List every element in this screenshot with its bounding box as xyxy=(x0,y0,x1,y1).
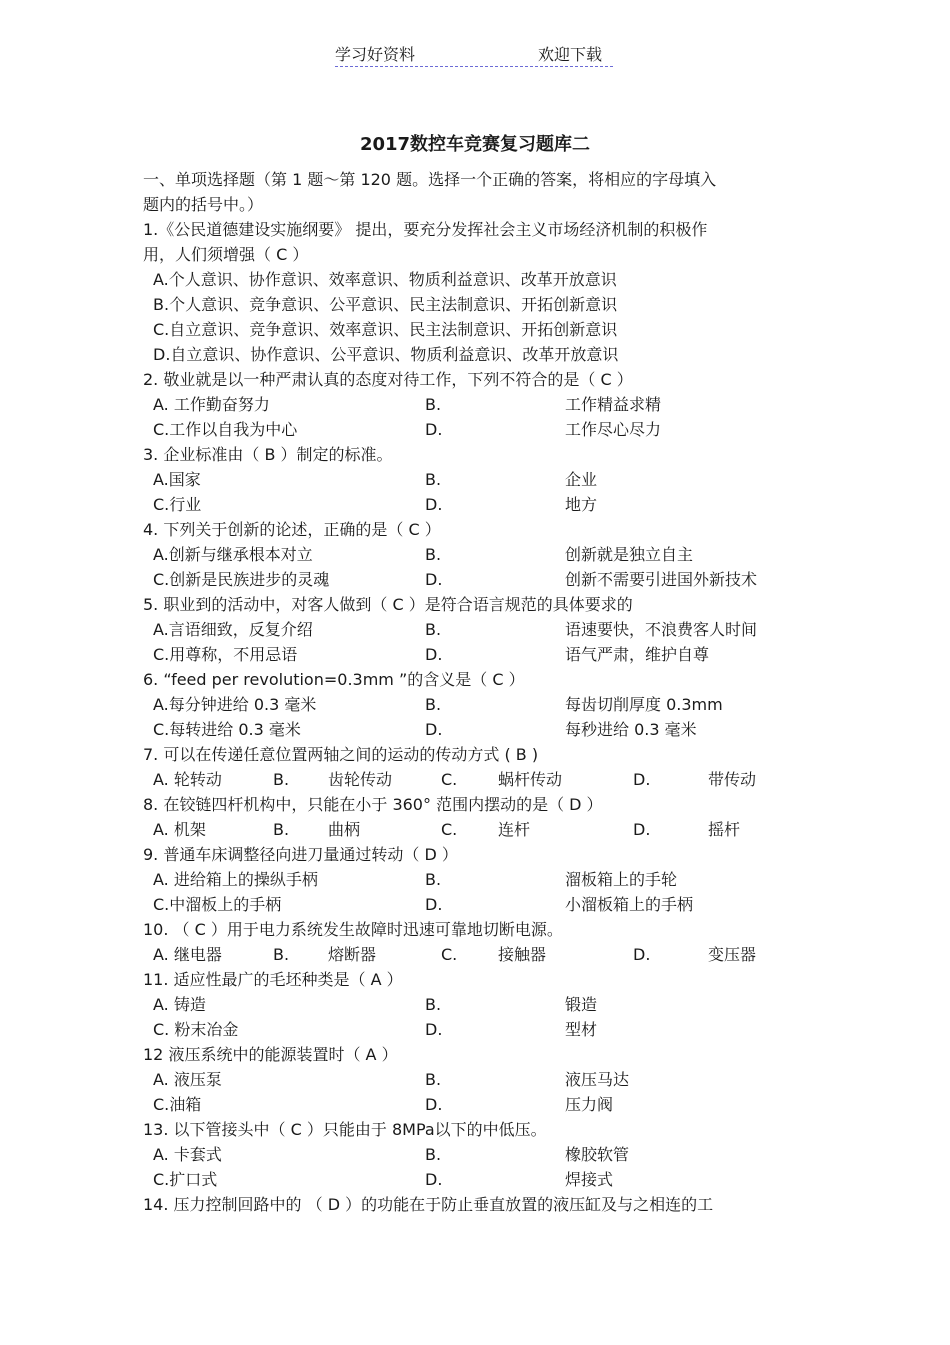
option-part: 地方 xyxy=(565,495,598,514)
option-part: B. xyxy=(273,770,290,789)
option-part: D. xyxy=(425,895,443,914)
option-part: A. 机架 xyxy=(153,820,206,839)
option-part: B.个人意识、竞争意识、公平意识、民主法制意识、开拓创新意识 xyxy=(153,295,618,314)
option-part: 蜗杆传动 xyxy=(498,770,563,789)
option-part: D. xyxy=(425,570,443,589)
option-part: D. xyxy=(425,645,443,664)
option-part: B. xyxy=(425,620,442,639)
option-part: C.创新是民族进步的灵魂 xyxy=(153,570,330,589)
stem-part: 12 液压系统中的能源装置时（ A ） xyxy=(143,1045,398,1064)
intro-part: 题内的括号中。） xyxy=(143,195,264,214)
option-part: C.用尊称，不用忌语 xyxy=(153,645,298,664)
option-part: A. 进给箱上的操纵手柄 xyxy=(153,870,318,889)
option-row xyxy=(143,995,793,1015)
option-row xyxy=(143,545,793,565)
stem-part: 1.《公民道德建设实施纲要》 提出，要充分发挥社会主义市场经济机制的积极作 xyxy=(143,220,708,239)
option-part: 焊接式 xyxy=(565,1170,614,1189)
option-part: 液压马达 xyxy=(565,1070,630,1089)
stem-part: 13. 以下管接头中（ C ）只能由于 8MPa以下的中低压。 xyxy=(143,1120,547,1139)
option-part: C. xyxy=(441,945,458,964)
question-stem xyxy=(143,245,793,265)
option-row xyxy=(143,1020,793,1040)
option-part: 溜板箱上的手轮 xyxy=(565,870,678,889)
stem-part: 9. 普通车床调整径向进刀量通过转动（ D ） xyxy=(143,845,458,864)
option-part: 语速要快，不浪费客人时间 xyxy=(565,620,758,639)
header-right-text: 欢迎下载 xyxy=(538,45,603,64)
header-left-text: 学习好资料 xyxy=(335,45,416,64)
question-stem xyxy=(143,370,793,390)
option-part: 创新就是独立自主 xyxy=(565,545,694,564)
option-part: D. xyxy=(425,420,443,439)
stem-part: 11. 适应性最广的毛坯种类是（ A ） xyxy=(143,970,403,989)
option-part: 型材 xyxy=(565,1020,598,1039)
question-stem xyxy=(143,595,793,615)
option-part: A. 工作勤奋努力 xyxy=(153,395,270,414)
option-part: 曲柄 xyxy=(328,820,361,839)
option-part: B. xyxy=(425,470,442,489)
question-stem xyxy=(143,670,793,690)
option-part: D. xyxy=(425,1095,443,1114)
option-part: 工作精益求精 xyxy=(565,395,662,414)
option-part: C.每转进给 0.3 毫米 xyxy=(153,720,301,739)
option-part: 每秒进给 0.3 毫米 xyxy=(565,720,697,739)
option-row xyxy=(143,570,793,590)
question-stem xyxy=(143,1045,793,1065)
option-part: 压力阀 xyxy=(565,1095,614,1114)
question-stem xyxy=(143,845,793,865)
option-row xyxy=(143,495,793,515)
option-part: 接触器 xyxy=(498,945,547,964)
stem-part: 6. “feed per revolution=0.3mm ”的含义是（ C ） xyxy=(143,670,525,689)
option-part: 锻造 xyxy=(565,995,598,1014)
stem-part: 10. （ C ）用于电力系统发生故障时迅速可靠地切断电源。 xyxy=(143,920,563,939)
option-part: B. xyxy=(273,945,290,964)
option-part: C.自立意识、竞争意识、效率意识、民主法制意识、开拓创新意识 xyxy=(153,320,618,339)
option-part: 小溜板箱上的手柄 xyxy=(565,895,694,914)
option-row xyxy=(143,1145,793,1165)
option-part: B. xyxy=(425,695,442,714)
option-part: 橡胶软管 xyxy=(565,1145,630,1164)
question-stem xyxy=(143,970,793,990)
option-row xyxy=(143,870,793,890)
option-part: 语气严肃，维护自尊 xyxy=(565,645,710,664)
option-row xyxy=(143,720,793,740)
option-part: C.扩口式 xyxy=(153,1170,218,1189)
option-part: B. xyxy=(425,545,442,564)
option-part: A. 铸造 xyxy=(153,995,206,1014)
option-row xyxy=(143,620,793,640)
option-row xyxy=(143,470,793,490)
option-part: A. 卡套式 xyxy=(153,1145,222,1164)
question-stem xyxy=(143,445,793,465)
option-part: B. xyxy=(425,395,442,414)
option-row xyxy=(143,1095,793,1115)
option-part: A.国家 xyxy=(153,470,201,489)
option-part: 带传动 xyxy=(708,770,757,789)
option-row xyxy=(143,295,793,315)
option-part: A. 轮转动 xyxy=(153,770,222,789)
option-row xyxy=(143,945,793,965)
stem-part: 5. 职业到的活动中，对客人做到（ C ）是符合语言规范的具体要求的 xyxy=(143,595,633,614)
option-part: A.每分钟进给 0.3 毫米 xyxy=(153,695,317,714)
option-part: C. xyxy=(441,820,458,839)
option-row xyxy=(143,1070,793,1090)
option-part: C. 粉末冶金 xyxy=(153,1020,239,1039)
option-row xyxy=(143,695,793,715)
option-row xyxy=(143,320,793,340)
option-part: D. xyxy=(425,720,443,739)
intro-line xyxy=(143,195,793,215)
page-header xyxy=(335,40,613,67)
option-row xyxy=(143,345,793,365)
question-stem xyxy=(143,1195,793,1215)
option-row xyxy=(143,270,793,290)
stem-part: 14. 压力控制回路中的 （ D ）的功能在于防止垂直放置的液压缸及与之相连的工 xyxy=(143,1195,714,1214)
stem-part: 3. 企业标准由（ B ）制定的标准。 xyxy=(143,445,393,464)
stem-part: 7. 可以在传递任意位置两轴之间的运动的传动方式 ( B ) xyxy=(143,745,539,764)
option-part: B. xyxy=(425,1070,442,1089)
document-title: 2017数控车竞赛复习题库二 xyxy=(359,134,591,155)
option-part: D. xyxy=(425,1170,443,1189)
stem-part: 2. 敬业就是以一种严肃认真的态度对待工作，下列不符合的是（ C ） xyxy=(143,370,633,389)
stem-part: 用，人们须增强（ C ） xyxy=(143,245,309,264)
option-part: B. xyxy=(273,820,290,839)
option-row xyxy=(143,395,793,415)
option-row xyxy=(143,645,793,665)
stem-part: 4. 下列关于创新的论述，正确的是（ C ） xyxy=(143,520,441,539)
option-part: C. xyxy=(441,770,458,789)
option-part: 熔断器 xyxy=(328,945,377,964)
option-part: D. xyxy=(633,770,651,789)
option-part: 变压器 xyxy=(708,945,757,964)
stem-part: 8. 在铰链四杆机构中，只能在小于 360° 范围内摆动的是（ D ） xyxy=(143,795,603,814)
option-part: 齿轮传动 xyxy=(328,770,393,789)
option-part: B. xyxy=(425,995,442,1014)
question-stem xyxy=(143,795,793,815)
option-row xyxy=(143,895,793,915)
option-part: C.油箱 xyxy=(153,1095,202,1114)
option-part: A.个人意识、协作意识、效率意识、物质利益意识、改革开放意识 xyxy=(153,270,617,289)
option-row xyxy=(143,1170,793,1190)
question-stem xyxy=(143,220,793,240)
option-part: A. 继电器 xyxy=(153,945,222,964)
option-part: D. xyxy=(425,1020,443,1039)
option-part: A.创新与继承根本对立 xyxy=(153,545,313,564)
option-part: D. xyxy=(425,495,443,514)
question-stem xyxy=(143,1120,793,1140)
option-part: B. xyxy=(425,870,442,889)
option-part: D.自立意识、协作意识、公平意识、物质利益意识、改革开放意识 xyxy=(153,345,619,364)
question-stem xyxy=(143,920,793,940)
intro-part: 一、单项选择题（第 1 题～第 120 题。选择一个正确的答案，将相应的字母填入 xyxy=(143,170,717,189)
option-row xyxy=(143,770,793,790)
question-stem xyxy=(143,745,793,765)
option-part: 企业 xyxy=(565,470,598,489)
option-part: A.言语细致，反复介绍 xyxy=(153,620,313,639)
option-part: 工作尽心尽力 xyxy=(565,420,662,439)
option-part: C.行业 xyxy=(153,495,202,514)
option-part: 摇杆 xyxy=(708,820,741,839)
option-part: D. xyxy=(633,820,651,839)
question-stem xyxy=(143,520,793,540)
option-row xyxy=(143,420,793,440)
option-part: 每齿切削厚度 0.3mm xyxy=(565,695,723,714)
option-part: D. xyxy=(633,945,651,964)
option-part: A. 液压泵 xyxy=(153,1070,222,1089)
option-part: 连杆 xyxy=(498,820,531,839)
intro-line xyxy=(143,170,793,190)
option-part: C.工作以自我为中心 xyxy=(153,420,298,439)
option-part: B. xyxy=(425,1145,442,1164)
option-part: C.中溜板上的手柄 xyxy=(153,895,282,914)
option-part: 创新不需要引进国外新技术 xyxy=(565,570,758,589)
option-row xyxy=(143,820,793,840)
